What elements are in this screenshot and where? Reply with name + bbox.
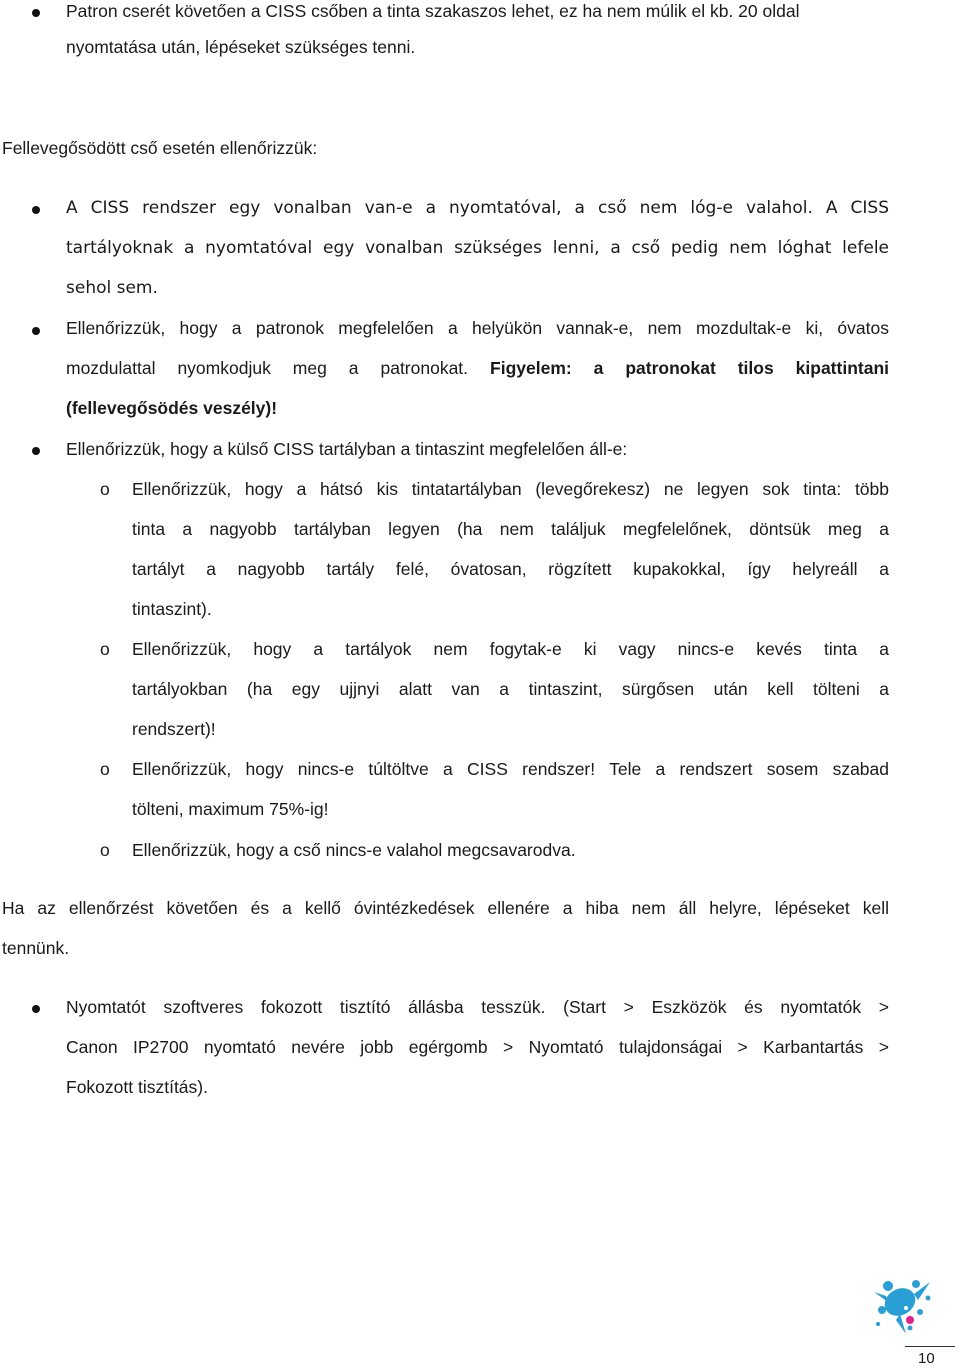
item-b-line-3 xyxy=(66,398,277,419)
sub-bullet-marker: o xyxy=(100,479,110,499)
warning-text-end: (fellevegősödés veszély)! xyxy=(66,398,278,418)
item-a-line-2: tartályoknak a nyomtatóval egy vonalban szükséges lenni, a cső pedig nem lóghat lefele xyxy=(66,238,889,258)
sub2-line-1: Ellenőrizzük, hogy a tartályok nem fogytak-e ki vagy nincs-e kevés tinta a xyxy=(132,639,889,659)
sub1-line-2: tinta a nagyobb tartályban legyen (ha nem találjuk megfelelőnek, döntsük meg a xyxy=(132,519,889,539)
bullet-icon xyxy=(32,206,40,214)
paragraph-line-1: Ha az ellenőrzést követően és a kellő óvintézkedések ellenére a hiba nem áll helyre, lépéseket kell xyxy=(2,898,889,918)
item-d-line-2: Canon IP2700 nyomtató nevére jobb egérgomb > Nyomtató tulajdonságai > Karbantartás > xyxy=(66,1037,889,1057)
sub4-line-1: Ellenőrizzük, hogy a cső nincs-e valahol megcsavarodva. xyxy=(132,840,576,860)
page-number: 10 xyxy=(918,1350,935,1367)
warning-text: Figyelem: a patronokat tilos kipattintani xyxy=(490,358,890,378)
paragraph-line-2: tennünk. xyxy=(2,938,70,958)
item-d-line-1: Nyomtatót szoftveres fokozott tisztító állásba tesszük. (Start > Eszközök és nyomtatók > xyxy=(66,997,889,1017)
intro-line-1: Patron cserét követően a CISS csőben a tinta szakaszos lehet, ez ha nem múlik el kb. 20 oldal xyxy=(66,1,800,21)
sub1-line-3: tartályt a nagyobb tartály felé, óvatosan, rögzített kupakokkal, így helyreáll a xyxy=(132,559,889,579)
ink-splash-logo-icon xyxy=(870,1272,940,1342)
item-d-line-3: Fokozott tisztítás). xyxy=(66,1077,208,1097)
item-c-line-1: Ellenőrizzük, hogy a külső CISS tartályban a tintaszint megfelelően áll-e: xyxy=(66,439,628,459)
sub-bullet-marker: o xyxy=(100,840,110,860)
item-b-text: mozdulattal nyomkodjuk meg a patronokat. xyxy=(66,358,469,378)
sub2-line-3: rendszert)! xyxy=(132,719,216,739)
sub-bullet-marker: o xyxy=(100,759,110,779)
sub3-line-2: tölteni, maximum 75%-ig! xyxy=(132,799,329,819)
sub3-line-1: Ellenőrizzük, hogy nincs-e túltöltve a CISS rendszer! Tele a rendszert sosem szabad xyxy=(132,759,889,779)
bullet-icon xyxy=(32,447,40,455)
sub1-line-4: tintaszint). xyxy=(132,599,212,619)
intro-line-2: nyomtatása után, lépéseket szükséges tenni. xyxy=(66,37,416,57)
sub1-line-1: Ellenőrizzük, hogy a hátsó kis tintatartályban (levegőrekesz) ne legyen sok tinta: több xyxy=(132,479,889,499)
item-a-line-3: sehol sem. xyxy=(66,278,158,298)
sub2-line-2: tartályokban (ha egy ujjnyi alatt van a tintaszint, sürgősen után kell tölteni a xyxy=(132,679,889,699)
section-heading: Fellevegősödött cső esetén ellenőrizzük: xyxy=(2,138,318,158)
bullet-icon xyxy=(32,1005,40,1013)
bullet-icon xyxy=(32,9,40,17)
sub-bullet-marker: o xyxy=(100,639,110,659)
item-b-line-1: Ellenőrizzük, hogy a patronok megfelelően a helyükön vannak-e, nem mozdultak-e ki, óvatos xyxy=(66,318,889,338)
item-a-line-1: A CISS rendszer egy vonalban van-e a nyomtatóval, a cső nem lóg-e valahol. A CISS xyxy=(66,198,889,218)
bullet-icon xyxy=(32,327,40,335)
item-b-line-2 xyxy=(66,358,889,379)
footer-rule xyxy=(905,1346,955,1347)
